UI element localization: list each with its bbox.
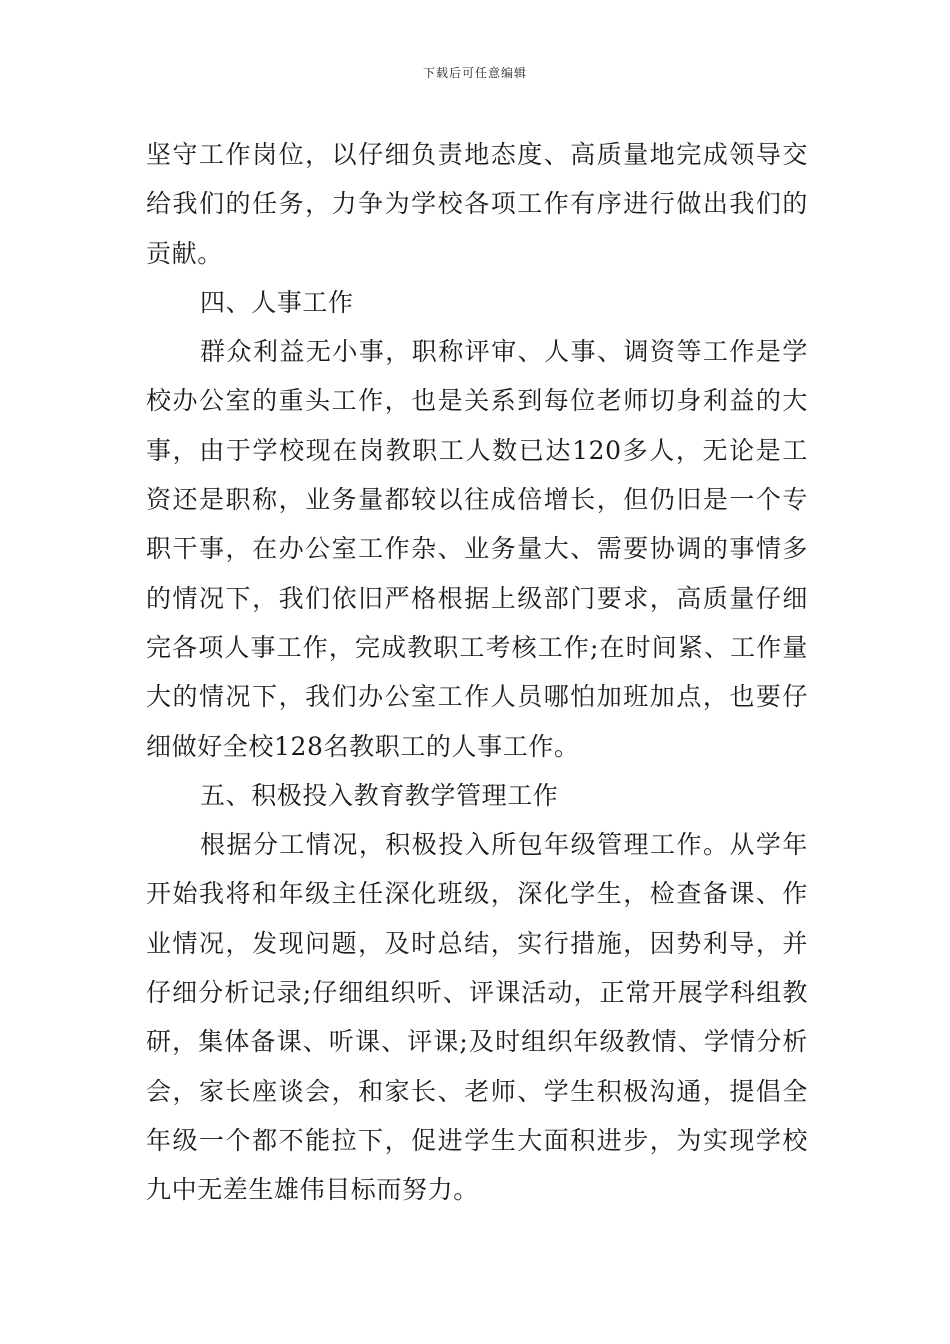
section-heading-personnel: 四、人事工作 (200, 287, 354, 317)
document-body (146, 130, 808, 1215)
paragraph-continuation: 坚守工作岗位，以仔细负责地态度、高质量地完成领导交给我们的任务，力争为学校各项工作有序进行做出我们的贡献。 (146, 140, 808, 268)
paragraph-personnel: 群众利益无小事，职称评审、人事、调资等工作是学校办公室的重头工作，也是关系到每位老师切身利益的大事，由于学校现在岗教职工人数已达120多人，无论是工资还是职称，业务量都较以往成倍增长，但仍旧是一个专职干事，在办公室工作杂、业务量大、需要协调的事情多的情况下，我们依旧严格根据上级部门要求，高质量仔细完各项人事工作，完成教职工考核工作;在时间紧、工作量大的情况下，我们办公室工作人员哪怕加班加点，也要仔细做好全校128名教职工的人事工作。 (146, 337, 808, 761)
paragraph-teaching-management: 根据分工情况，积极投入所包年级管理工作。从学年开始我将和年级主任深化班级，深化学生，检查备课、作业情况，发现问题，及时总结，实行措施，因势利导，并仔细分析记录;仔细组织听、评课活动，正常开展学科组教研，集体备课、听课、评课;及时组织年级教情、学情分析会，家长座谈会，和家长、老师、学生积极沟通，提倡全年级一个都不能拉下，促进学生大面积进步，为实现学校九中无差生雄伟目标而努力。 (146, 830, 808, 1205)
page-header: 下载后可任意编辑 (422, 66, 527, 80)
section-heading-teaching-management: 五、积极投入教育教学管理工作 (200, 780, 559, 810)
